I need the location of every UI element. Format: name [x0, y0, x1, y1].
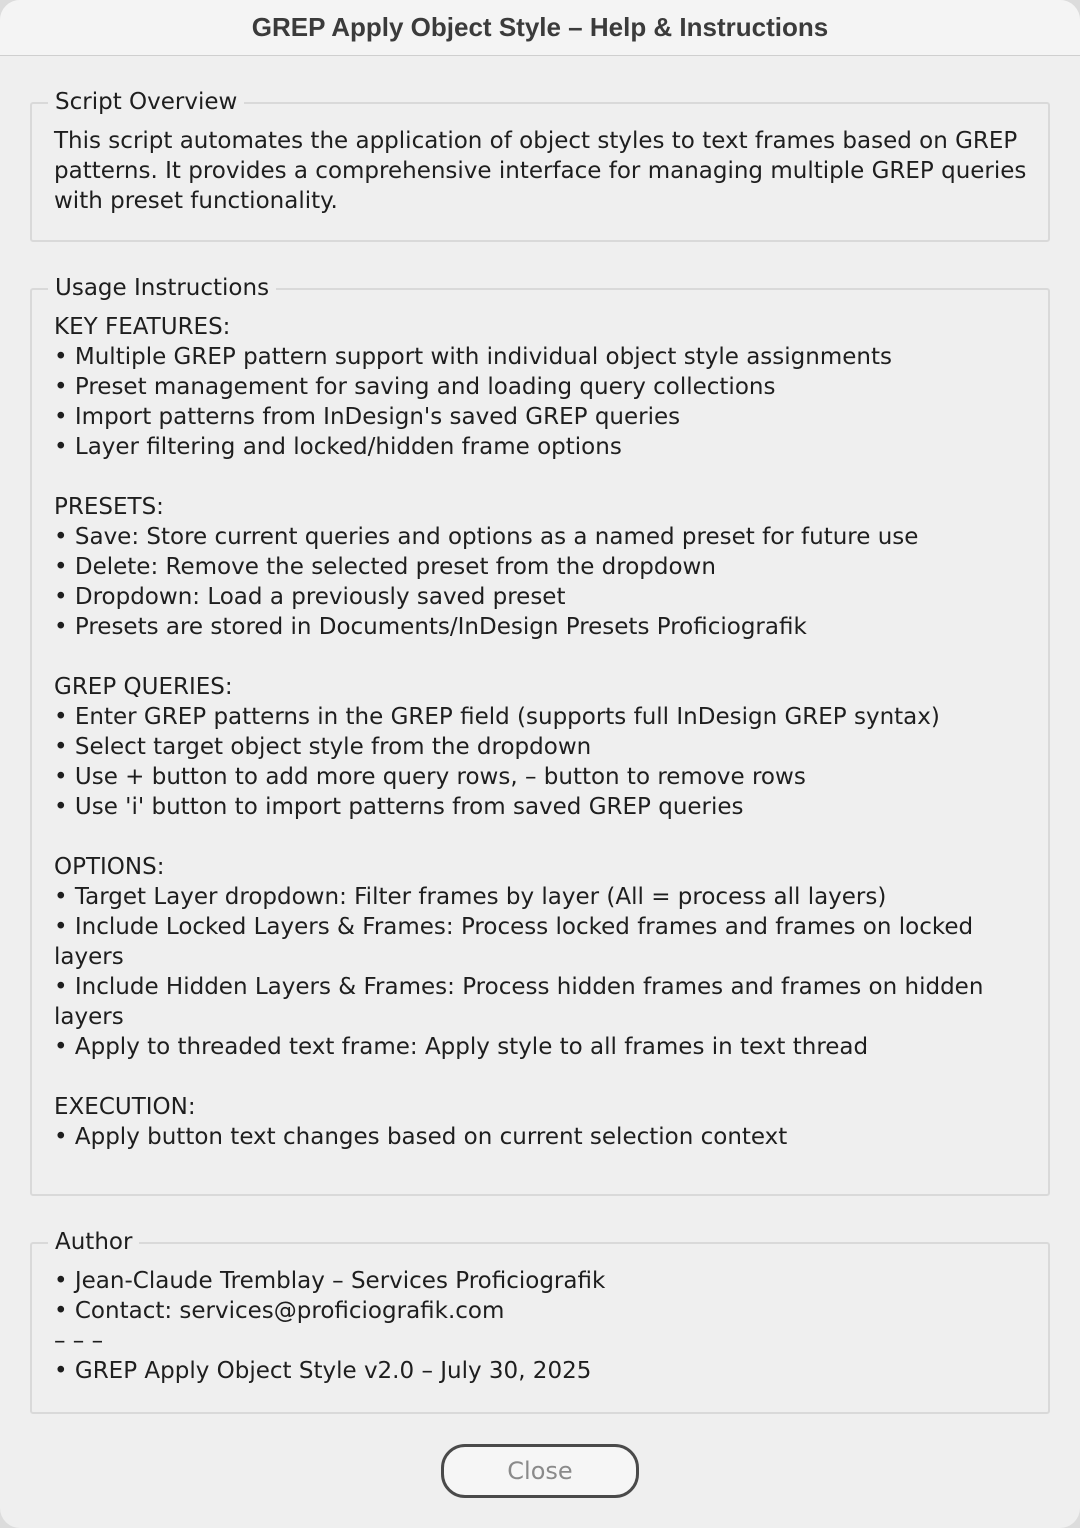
usage-instructions-panel: [30, 275, 1050, 1196]
author-heading: Author: [48, 1228, 139, 1256]
author-text: • Jean-Claude Tremblay – Services Proficiografik • Contact: services@proficiografik.com – – – • GREP Apply Object Style v2.0 – July 30, 2025: [54, 1268, 606, 1384]
usage-instructions-text: KEY FEATURES: • Multiple GREP pattern support with individual object style assignments • Preset management for saving and loading query collections • Import patterns from InDesign's saved GREP queries • Layer filtering and locked/hidden frame options PRESETS: • Save: Store current queries and options as a named preset for future use • Delete: Remove the selected preset from the dropdown • Dropdown: Load a previously saved preset • Presets are stored in Documents/InDesign Presets Proficiografik GREP QUERIES: • Enter GREP patterns in the GREP field (supports full InDesign GREP syntax) • Select target object style from the dropdown • Use + button to add more query rows, – button to remove rows • Use 'i' button to import patterns from saved GREP queries OPTIONS: • Target Layer dropdown: Filter frames by layer (All = process all layers) • Include Locked Layers & Frames: Process locked frames and frames on locked layers • Include Hidden Layers & Frames: Process hidden frames and frames on hidden layers • Apply to threaded text frame: Apply style to all frames in text thread EXECUTION: • Apply button text changes based on current selection context: [54, 314, 984, 1150]
script-overview-text: This script automates the application of object styles to text frames based on GREP patterns. It provides a comprehensive interface for managing multiple GREP queries with preset functionality.: [54, 128, 1034, 214]
author-panel: [30, 1229, 1050, 1414]
script-overview-panel: [30, 89, 1050, 242]
window-title: GREP Apply Object Style – Help & Instructions: [251, 12, 829, 42]
usage-instructions-heading: Usage Instructions: [48, 274, 276, 302]
close-button[interactable]: Close: [441, 1444, 639, 1498]
title-bar[interactable]: [0, 0, 1080, 56]
script-overview-heading: Script Overview: [48, 88, 244, 116]
